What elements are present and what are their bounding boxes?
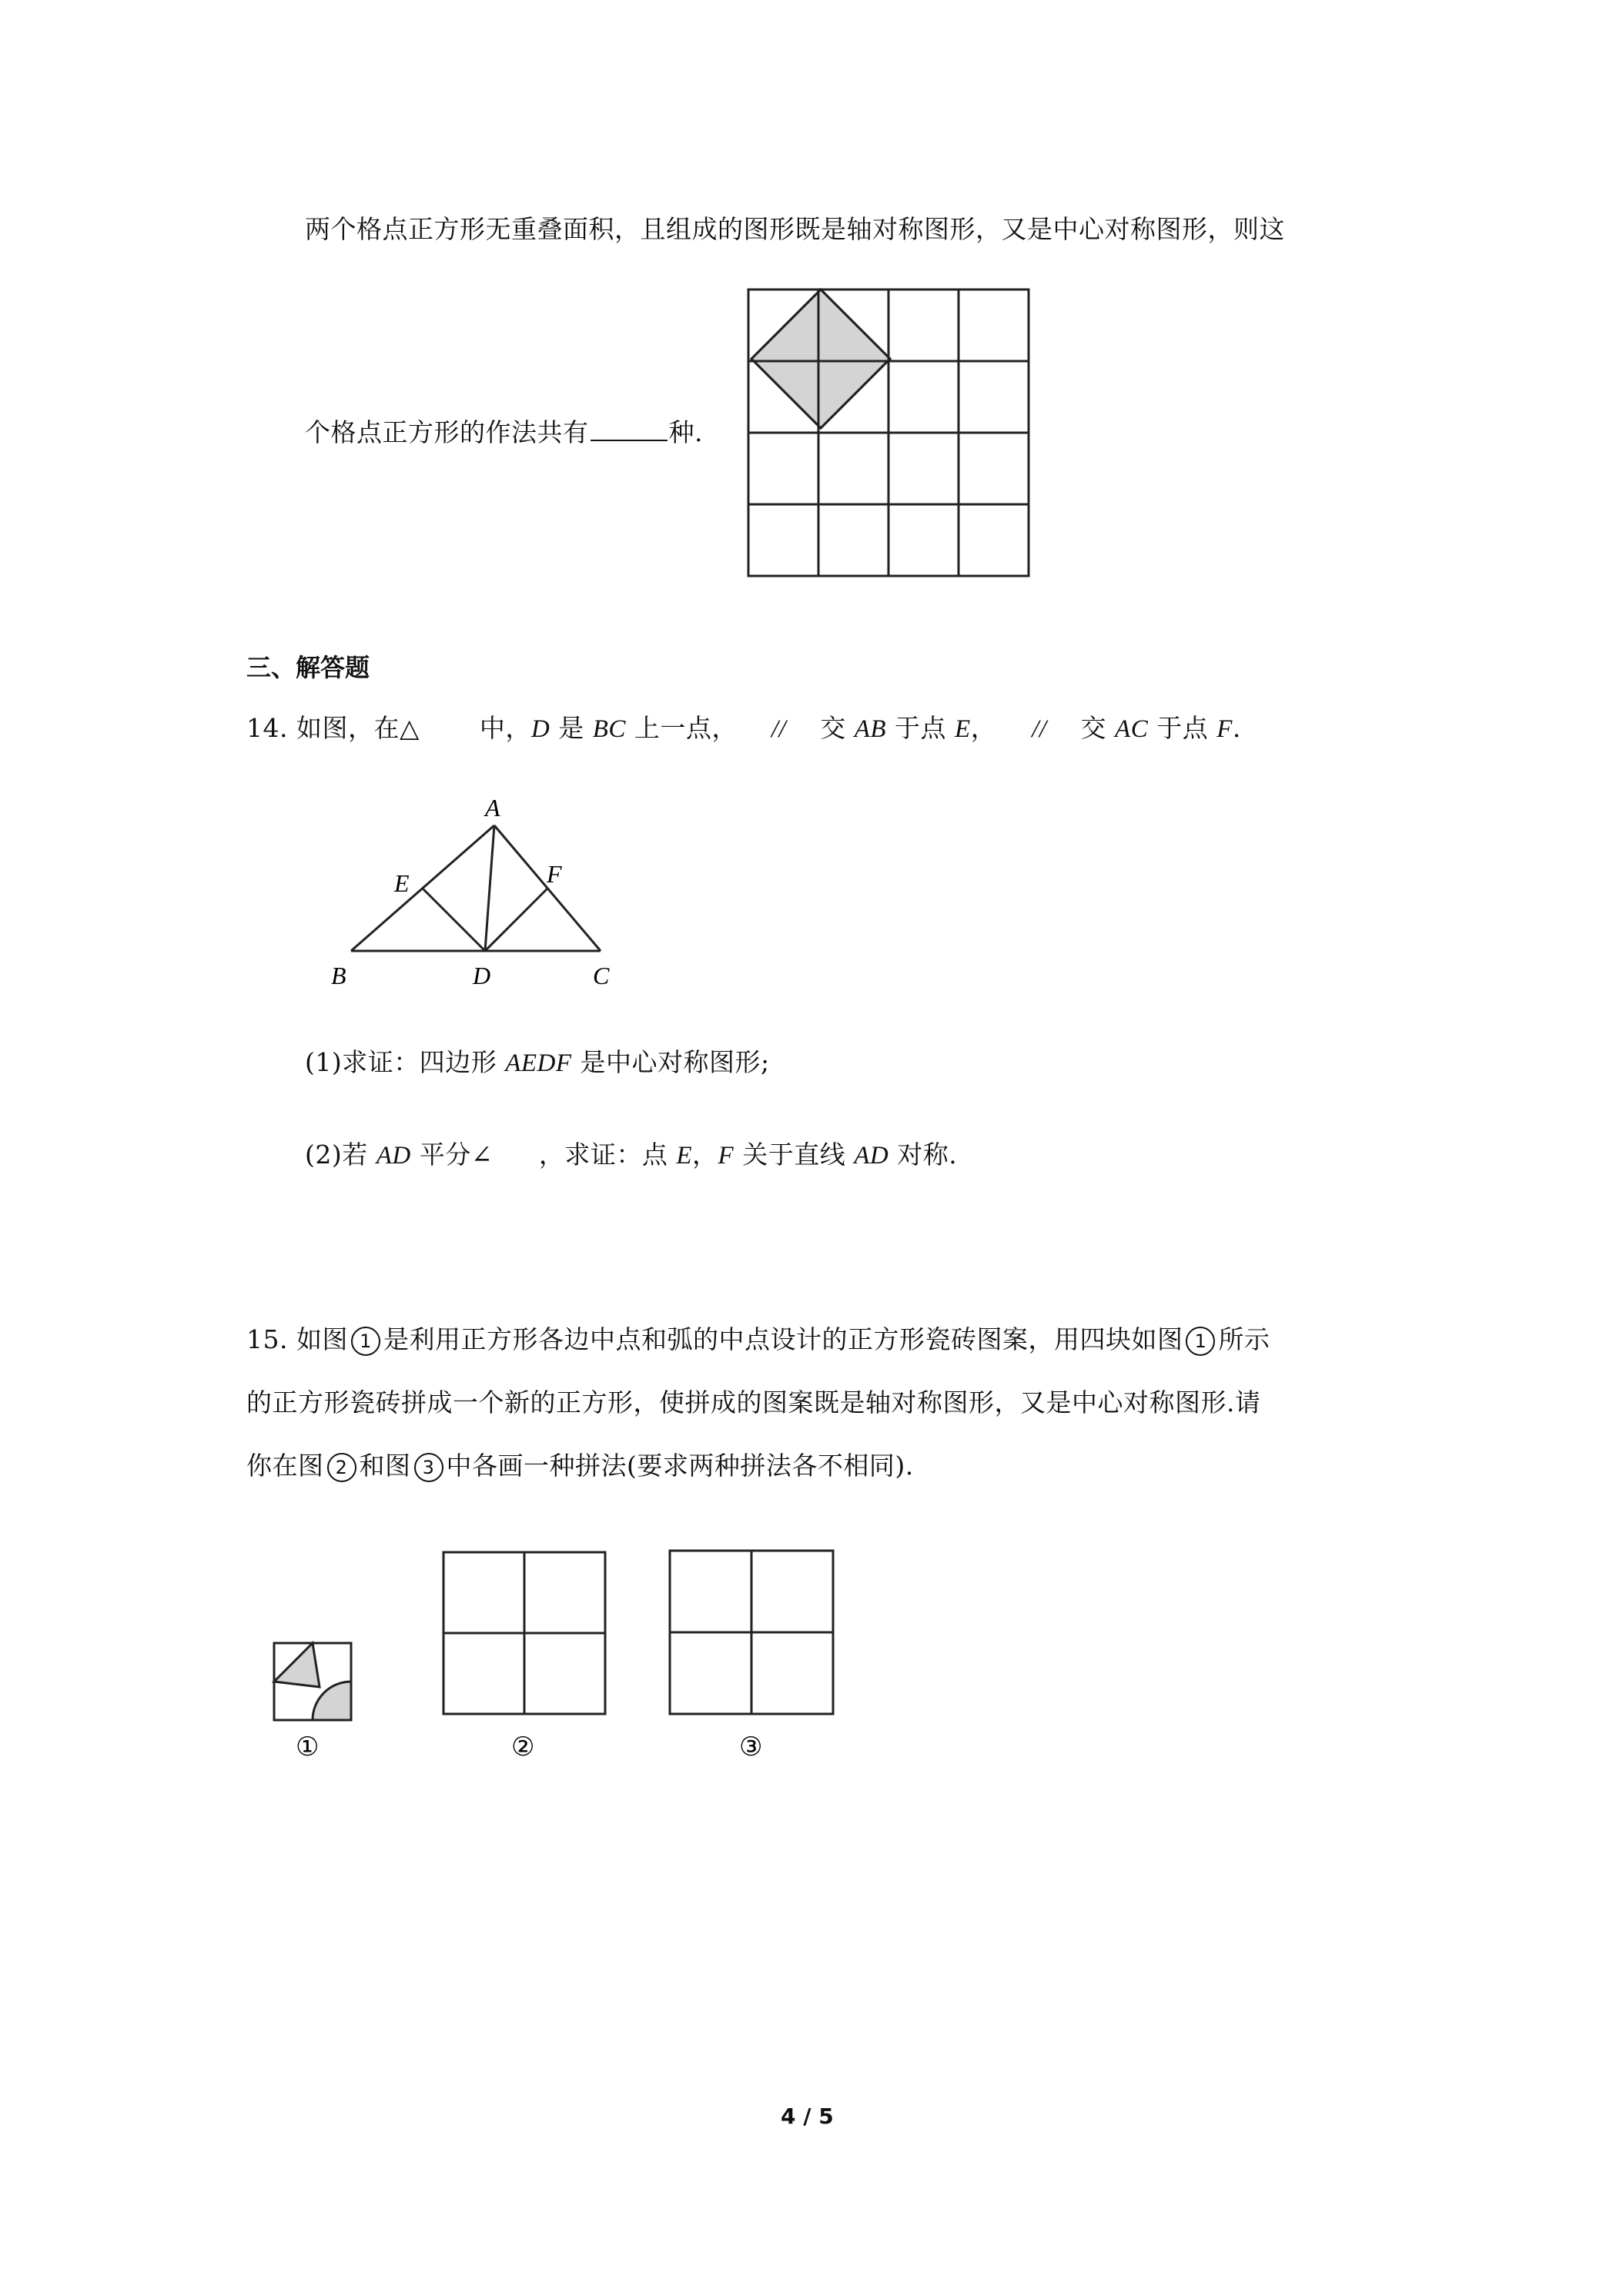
label-a: A [485,794,500,822]
q15-line3: 你在图 2 和图 3 中各画一种拼法(要求两种拼法各不相同). [246,1451,914,1481]
triangle-figure [323,793,631,993]
segment-de [423,889,485,951]
square-figure-3[interactable] [667,1548,836,1765]
segment-df [485,889,547,951]
label-c: C [593,962,610,989]
label-e: E [394,869,410,897]
tile-figure-1 [271,1640,356,1763]
q15-line2: 的正方形瓷砖拼成一个新的正方形，使拼成的图案既是轴对称图形，又是中心对称图形.请 [246,1387,1261,1417]
q13-line1: 两个格点正方形无重叠面积，且组成的图形既是轴对称图形，又是中心对称图形，则这 [305,214,1285,244]
circle-mark-2: 2 [327,1453,356,1482]
circle-mark-1b: 1 [1186,1327,1215,1356]
segment-ad [485,825,494,951]
circle-mark-1: 1 [351,1327,380,1356]
segment-ac [494,825,601,951]
label-d: D [473,962,491,989]
q14-stem: 14. 如图，在△ 中，D 是 BC 上一点， // 交 AB 于点 E， // 交 AC 于点 F. [246,713,1241,743]
q13-line2: 个格点正方形的作法共有 种. [305,417,703,447]
answer-blank[interactable] [591,417,668,441]
grid-figure [744,286,1036,582]
label-b: B [331,962,346,989]
tile-triangle [274,1643,320,1687]
label-f: F [547,860,562,888]
square-figure-2[interactable] [440,1549,610,1765]
shaded-diamond [751,290,890,428]
q15-line1: 15. 如图 1 是利用正方形各边中点和弧的中点设计的正方形瓷砖图案，用四块如图 1 所示 [246,1324,1270,1354]
q14-sub2: (2)若 AD 平分∠ ，求证：点 E，F 关于直线 AD 对称. [305,1140,958,1170]
fig1-label: ① [296,1733,320,1762]
segment-ab [351,825,494,951]
fig2-label: ② [511,1733,535,1762]
fig3-label: ③ [739,1733,763,1762]
circle-mark-3: 3 [414,1453,443,1482]
section-title: 三、解答题 [246,653,370,682]
page-number: 4 / 5 [781,2104,834,2129]
q14-sub1: (1)求证：四边形 AEDF 是中心对称图形; [305,1047,770,1077]
